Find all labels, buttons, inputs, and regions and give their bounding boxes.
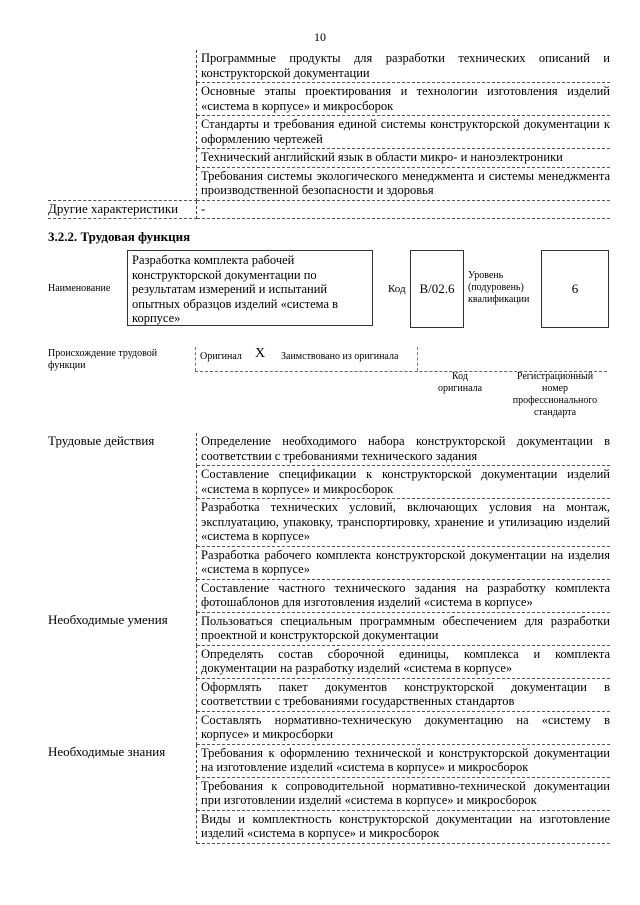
table-row xyxy=(48,83,610,116)
skill-item: Определять состав сборочной единицы, комплекса и комплекта документации на разработку изделий «система в корпусе» xyxy=(197,645,611,678)
knowledge-continuation-table xyxy=(48,50,610,219)
table-row xyxy=(48,167,610,200)
action-item: Составление спецификации к конструкторской документации изделий «система в корпусе» и микросборок xyxy=(197,466,611,499)
action-item: Определение необходимого набора конструкторской документации в соответствии с требованиями технического задания xyxy=(197,433,611,466)
origin-row xyxy=(195,343,607,372)
name-label: Наименование xyxy=(48,283,111,294)
qualification-level-box: 6 xyxy=(541,250,609,328)
action-item: Разработка рабочего комплекта конструкторской документации на изделия «система в корпусе» xyxy=(197,546,611,579)
table-row xyxy=(48,149,610,168)
table-row xyxy=(48,433,610,466)
origin-label: Происхождение трудовой функции xyxy=(48,348,158,371)
knowledge-item: Требования системы экологического менеджмента и системы менеджмента производственной безопасности и здоровья xyxy=(197,167,611,200)
original-label: Оригинал xyxy=(200,351,242,362)
code-original-label: Код оригинала xyxy=(437,371,483,394)
action-item: Разработка технических условий, включающих условия на монтаж, эксплуатацию, упаковку, транспортировку, хранение и утилизацию изделий «система в корпусе» xyxy=(197,499,611,547)
section-label-skills: Необходимые умения xyxy=(48,612,197,744)
knowledge-item: Основные этапы проектирования и технологии изготовления изделий «система в корпусе» и микросборок xyxy=(197,83,611,116)
knowledge-item: Стандарты и требования единой системы конструкторской документации к оформлению чертежей xyxy=(197,116,611,149)
function-name-box: Разработка комплекта рабочей конструкторской документации по результатам измерений и испытаний опытных образцов изделий «система в корпусе» xyxy=(127,250,373,326)
knowledge-item: Программные продукты для разработки технических описаний и конструкторской документации xyxy=(197,50,611,83)
reg-number-label: Регистрационный номер профессионального стандарта xyxy=(512,371,598,418)
skill-item: Пользоваться специальным программным обеспечением для разработки проектной и конструкторской документации xyxy=(197,612,611,645)
labour-function-table xyxy=(48,433,610,844)
original-mark: X xyxy=(255,346,266,361)
skill-item: Составлять нормативно-техническую документацию на «систему в корпусе» и микросборки xyxy=(197,711,611,744)
page-number: 10 xyxy=(314,30,326,44)
borrowed-label: Заимствовано из оригинала xyxy=(281,351,399,362)
section-label-actions: Трудовые действия xyxy=(48,433,197,612)
section-title: 3.2.2. Трудовая функция xyxy=(48,229,191,244)
table-row xyxy=(48,612,610,645)
skill-item: Оформлять пакет документов конструкторской документации в соответствии с требованиями государственных стандартов xyxy=(197,678,611,711)
section-label-knowledge: Необходимые знания xyxy=(48,744,197,843)
level-label: Уровень (подуровень) квалификации xyxy=(468,270,530,305)
function-code-box: B/02.6 xyxy=(410,250,464,328)
knowledge-item: Виды и комплектность конструкторской документации на изготовление изделий «система в корпусе» и микросборок xyxy=(197,810,611,843)
table-row xyxy=(48,200,610,219)
other-characteristics-value: - xyxy=(197,200,611,219)
table-row xyxy=(48,116,610,149)
other-characteristics-label: Другие характеристики xyxy=(48,200,197,219)
action-item: Составление частного технического задания на разработку комплекта фотошаблонов для изготовления изделий «система в корпусе» xyxy=(197,579,611,612)
table-row xyxy=(48,744,610,777)
knowledge-item: Требования к сопроводительной нормативно-технической документации при изготовлении изделий «система в корпусе» и микросборок xyxy=(197,777,611,810)
code-label: Код xyxy=(388,283,406,295)
table-row xyxy=(48,50,610,83)
knowledge-item: Технический английский язык в области микро- и наноэлектроники xyxy=(197,149,611,168)
knowledge-item: Требования к оформлению технической и конструкторской документации на изготовление изделий «система в корпусе» и микросборок xyxy=(197,744,611,777)
